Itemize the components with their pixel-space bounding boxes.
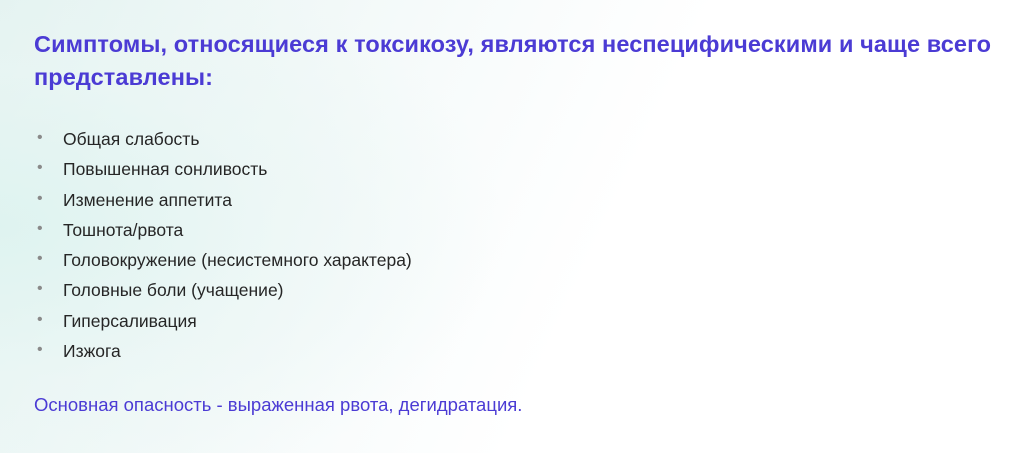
list-item <box>34 217 934 244</box>
list-item-label: Изменение аппетита <box>63 189 232 210</box>
list-item-label: Тошнота/рвота <box>63 219 184 240</box>
closing-statement: Основная опасность - выраженная рвота, дегидратация. <box>34 394 523 415</box>
list-item-label: Общая слабость <box>63 129 200 149</box>
slide-title: Симптомы, относящиеся к токсикозу, являются неспецифическими и чаще всего представлены: <box>34 31 992 91</box>
bullet-marker-icon: • <box>37 159 43 177</box>
bullet-marker-icon: • <box>37 280 43 298</box>
bullet-marker-icon: • <box>37 189 43 207</box>
list-item-label: Головокружение (несистемного характера) <box>63 250 412 271</box>
list-item <box>34 247 934 274</box>
list-item <box>34 156 934 183</box>
bullet-marker-icon: • <box>37 129 43 146</box>
list-item <box>34 338 934 365</box>
list-item-label: Изжога <box>63 340 121 361</box>
list-item-label: Головные боли (учащение) <box>63 280 284 301</box>
list-item <box>34 187 934 214</box>
list-item-label: Гиперсаливация <box>63 310 197 331</box>
list-item <box>34 308 934 335</box>
bullet-marker-icon: • <box>37 219 43 237</box>
bullet-marker-icon: • <box>37 310 43 328</box>
bullet-marker-icon: • <box>37 250 43 268</box>
list-item <box>34 126 934 153</box>
list-item <box>34 277 934 304</box>
bullet-marker-icon: • <box>37 340 43 358</box>
list-item-label: Повышенная сонливость <box>63 159 268 180</box>
symptom-list <box>34 126 934 368</box>
